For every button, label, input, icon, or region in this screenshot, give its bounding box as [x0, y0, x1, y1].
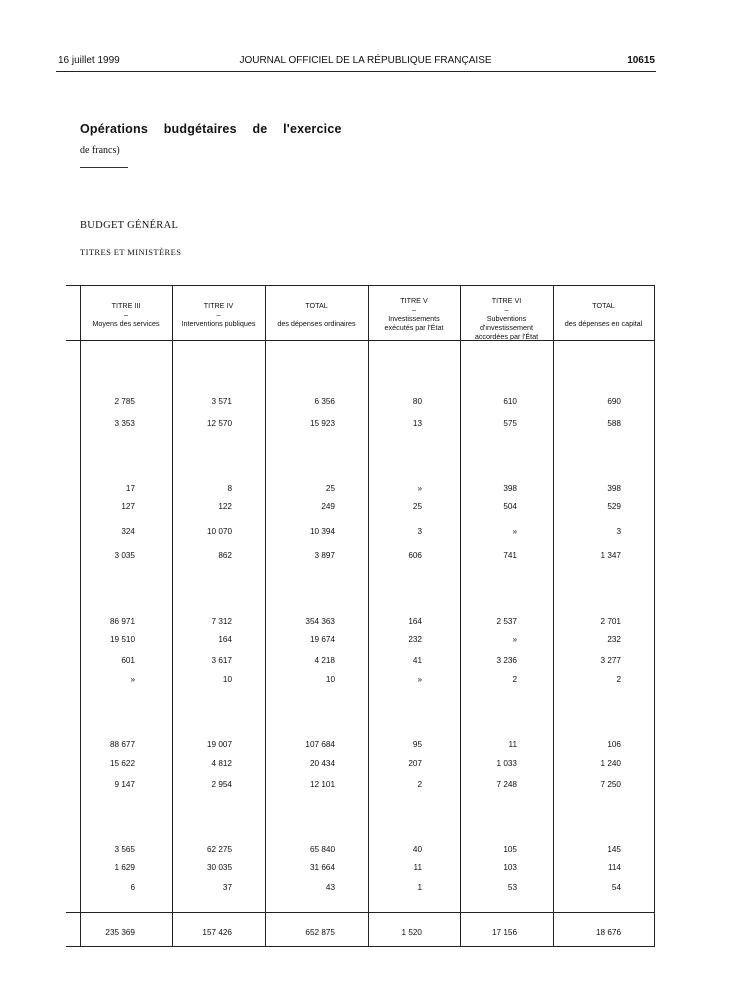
- table-cell: 106: [607, 740, 621, 749]
- table-cell: 588: [607, 419, 621, 428]
- table-cell: »: [130, 675, 135, 684]
- table-cell: 17: [125, 484, 135, 493]
- column-header-line2: Subventions d'investissement: [480, 314, 533, 332]
- table-cell: 1 347: [600, 551, 621, 560]
- column-header-line3: accordées par l'État: [474, 332, 539, 341]
- table-column-rule: [654, 286, 655, 947]
- table-cell: 65 840: [309, 845, 335, 854]
- column-header-line2: des dépenses ordinaires: [277, 319, 356, 328]
- table-cell: 6 356: [314, 397, 335, 406]
- column-header-line1: TITRE III: [111, 301, 141, 310]
- table-total-cell: 235 369: [105, 928, 135, 937]
- table-cell: 15 923: [309, 419, 335, 428]
- title-word: Opérations: [80, 122, 148, 136]
- table-cell: 504: [503, 502, 517, 511]
- table-cell: 13: [412, 419, 422, 428]
- table-cell: 20 434: [309, 759, 335, 768]
- table-cell: 10: [222, 675, 232, 684]
- column-header-line2: Interventions publiques: [181, 319, 256, 328]
- table-cell: 12 570: [206, 419, 232, 428]
- table-cell: 601: [121, 656, 135, 665]
- table-top-rule: [66, 285, 655, 286]
- table-cell: 610: [503, 397, 517, 406]
- table-cell: 107 684: [305, 740, 335, 749]
- table-cell: 105: [503, 845, 517, 854]
- table-cell: 2 537: [496, 617, 517, 626]
- table-total-cell: 1 520: [401, 928, 422, 937]
- table-cell: 31 664: [309, 863, 335, 872]
- table-cell: 4 218: [314, 656, 335, 665]
- column-header-line1: TOTAL: [305, 301, 328, 310]
- table-cell: 3 897: [314, 551, 335, 560]
- table-cell: 30 035: [206, 863, 232, 872]
- column-header-line2: Moyens des services: [92, 319, 160, 328]
- column-header-dash: –: [412, 305, 416, 314]
- column-header-line1: TOTAL: [592, 301, 615, 310]
- table-cell: 2: [616, 675, 621, 684]
- table-cell: 8: [227, 484, 232, 493]
- table-cell: 19 007: [206, 740, 232, 749]
- table-total-cell: 17 156: [491, 928, 517, 937]
- column-header: [172, 301, 265, 328]
- table-bottom-rule: [66, 946, 655, 947]
- table-total-cell: 18 676: [595, 928, 621, 937]
- page-subtitle: de francs): [80, 145, 120, 156]
- table-cell: 4 812: [211, 759, 232, 768]
- table-cell: 86 971: [109, 617, 135, 626]
- table-cell: 249: [321, 502, 335, 511]
- table-cell: 40: [412, 845, 422, 854]
- table-cell: 1 033: [496, 759, 517, 768]
- table-cell: 19 674: [309, 635, 335, 644]
- table-cell: 88 677: [109, 740, 135, 749]
- title-word: de: [252, 122, 268, 136]
- table-totals-rule: [66, 912, 655, 913]
- table-cell: 62 275: [206, 845, 232, 854]
- table-cell: 3: [417, 527, 422, 536]
- table-cell: 741: [503, 551, 517, 560]
- table-cell: 354 363: [305, 617, 335, 626]
- table-cell: 324: [121, 527, 135, 536]
- table-cell: 3 236: [496, 656, 517, 665]
- table-cell: 9 147: [114, 780, 135, 789]
- table-cell: 37: [222, 883, 232, 892]
- table-cell: 164: [408, 617, 422, 626]
- table-cell: 127: [121, 502, 135, 511]
- table-cell: »: [512, 635, 517, 644]
- table-cell: 10 394: [309, 527, 335, 536]
- table-cell: 114: [607, 863, 621, 872]
- column-header: [368, 296, 460, 332]
- table-cell: 53: [507, 883, 517, 892]
- table-total-cell: 157 426: [202, 928, 232, 937]
- table-cell: 1 240: [600, 759, 621, 768]
- table-cell: 41: [412, 656, 422, 665]
- title-word: budgétaires: [163, 122, 237, 136]
- column-header: [460, 296, 553, 341]
- table-cell: 398: [503, 484, 517, 493]
- table-cell: 3 617: [211, 656, 232, 665]
- column-header-line1: TITRE IV: [203, 301, 234, 310]
- column-header-line3: exécutés par l'État: [384, 323, 444, 332]
- table-cell: 1 629: [114, 863, 135, 872]
- table-cell: 54: [611, 883, 621, 892]
- subsection-heading: TITRES ET MINISTÈRES: [80, 247, 182, 257]
- table-cell: 95: [412, 740, 422, 749]
- table-cell: 164: [218, 635, 232, 644]
- header-date: 16 juillet 1999: [58, 55, 120, 66]
- table-cell: 2 954: [211, 780, 232, 789]
- table-cell: 207: [408, 759, 422, 768]
- column-header: [265, 301, 368, 328]
- table-cell: 2: [417, 780, 422, 789]
- table-cell: 2 701: [600, 617, 621, 626]
- column-header-dash: –: [216, 310, 221, 319]
- table-cell: 3 035: [114, 551, 135, 560]
- table-cell: 103: [503, 863, 517, 872]
- table-cell: 25: [325, 484, 335, 493]
- table-cell: 3 353: [114, 419, 135, 428]
- column-header-dash: –: [504, 305, 509, 314]
- table-cell: 3 277: [600, 656, 621, 665]
- table-cell: 1: [417, 883, 422, 892]
- table-cell: 19 510: [109, 635, 135, 644]
- table-cell: 529: [607, 502, 621, 511]
- table-cell: 15 622: [109, 759, 135, 768]
- table-cell: 6: [130, 883, 135, 892]
- table-cell: 2: [512, 675, 517, 684]
- title-word: l'exercice: [283, 122, 342, 136]
- table-cell: 7 248: [496, 780, 517, 789]
- table-cell: 11: [413, 863, 422, 872]
- table-cell: 122: [218, 502, 232, 511]
- table-cell: »: [417, 675, 422, 684]
- table-cell: 12 101: [309, 780, 335, 789]
- column-header-line2: Investissements: [388, 314, 440, 323]
- table-header-rule: [66, 340, 655, 341]
- column-header: [80, 301, 172, 328]
- table-cell: »: [417, 484, 422, 493]
- table-cell: 80: [412, 397, 422, 406]
- table-cell: 232: [408, 635, 422, 644]
- section-heading: BUDGET GÉNÉRAL: [80, 220, 179, 231]
- column-header: [553, 301, 654, 328]
- table-cell: 575: [503, 419, 517, 428]
- header-journal-title: JOURNAL OFFICIEL DE LA RÉPUBLIQUE FRANÇAISE: [239, 55, 492, 66]
- table-cell: 10: [325, 675, 335, 684]
- table-cell: 10 070: [206, 527, 232, 536]
- table-cell: 690: [607, 397, 621, 406]
- table-cell: 43: [325, 883, 335, 892]
- table-cell: 7 312: [211, 617, 232, 626]
- table-cell: 145: [607, 845, 621, 854]
- header-page-number: 10615: [627, 55, 655, 66]
- column-header-line1: TITRE VI: [491, 296, 522, 305]
- table-cell: 11: [508, 740, 517, 749]
- table-cell: 862: [218, 551, 232, 560]
- table-cell: 7 250: [600, 780, 621, 789]
- table-cell: 3 565: [114, 845, 135, 854]
- table-total-cell: 652 875: [305, 928, 335, 937]
- table-cell: 232: [607, 635, 621, 644]
- table-cell: 3: [616, 527, 621, 536]
- table-cell: »: [512, 527, 517, 536]
- table-cell: 25: [412, 502, 422, 511]
- table-cell: 606: [408, 551, 422, 560]
- table-cell: 3 571: [211, 397, 232, 406]
- table-cell: 398: [607, 484, 621, 493]
- column-header-line2: des dépenses en capital: [564, 319, 643, 328]
- table-cell: 2 785: [114, 397, 135, 406]
- column-header-dash: –: [124, 310, 128, 319]
- column-header-line1: TITRE V: [400, 296, 428, 305]
